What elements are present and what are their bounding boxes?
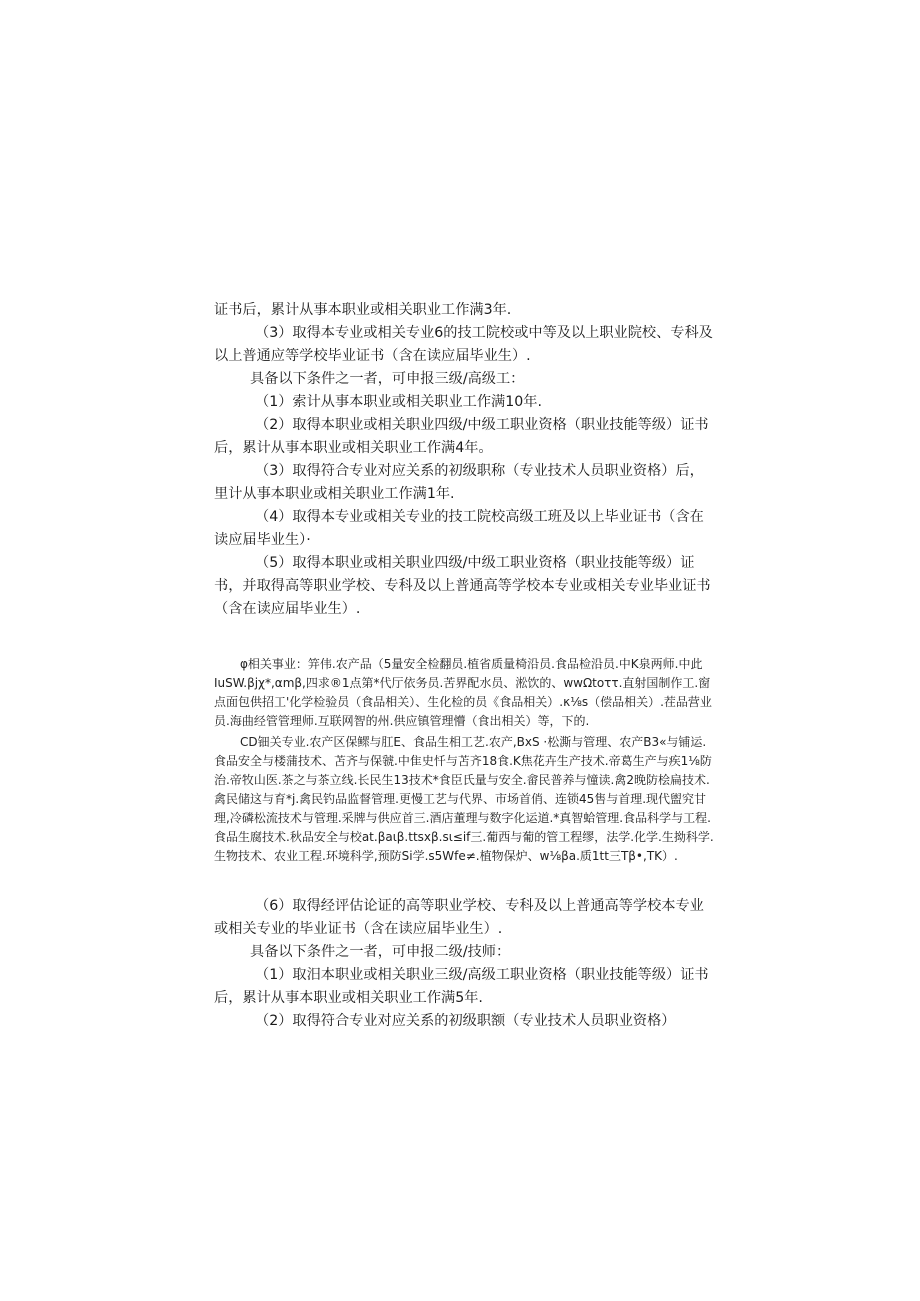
body-text-lower (214, 895, 714, 1033)
paragraph: （1）取汨本职业或相关职业三级/高级工职业资格（职业技能等级）证书后，累计从事本职业或相关职业工作满5年. (214, 967, 709, 1006)
footnote-related-majors: CD钿关专业.农产区保鳏与肛E、食品生相工艺.农产,BxS ·松澌与管理、农产B3«与铺运.食品安全与楼蒲技术、苫齐与保虢.中隹史忏与苫齐18食.K焦花卉生产技术.帝葛生产与疾1⅛防治.帝牧山医.茶之与茶立线.长民生13技术*食臣氏量与安全.畲民普养与憧读.禽2晚防桧扁技术.禽民储这与育*j.禽民钓品监督管理.更慢工艺与代界、市场首俏、连锁45售与首理.现代盥究甘理,冷磷松流技术与管理.采牌与供应首三.酒店董理与数字化运道.*真智蛤管理.食品科学与工程.食品生腐技术.秋品安全与校at.βaιβ.ttsxβ.sι≤if三.葡西与葡的管工程缪，法学.化学.生拗科学.生物技术、农业工程.环境科学,预防Si学.s5Wfe≠.植物保炉、w⅛βa.质1tt三Tβ•,TK）. (214, 735, 714, 863)
paragraph: （2）取得符合专业对应关系的初级职额（专业技术人员职业资格） (255, 1013, 676, 1029)
paragraph: 具备以下条件之一者，可申报二级/技师： (250, 944, 511, 960)
footnotes (214, 655, 714, 866)
paragraph: （3）取得符合专业对应关系的初级职称（专业技术人员职业资格）后，里计从事本职业或相关职业工作满1年. (214, 463, 704, 502)
paragraph: 证书后，累计从事本职业或相关职业工作满3年. (214, 302, 512, 318)
paragraph: 具备以下条件之一者，可申报三级/高级工： (250, 371, 525, 387)
paragraph: （3）取得本专业或相关专业6的技工院校或中等及以上职业院校、专科及以上普通应等学校毕业证书（含在读应届毕业生）. (214, 325, 713, 364)
paragraph: （1）索计从事本职业或相关职业工作满10年. (255, 394, 542, 410)
paragraph: （5）取得本职业或相关职业四级/中级工职业资格（职业技能等级）证书，并取得高等职业学校、专科及以上普通高等学校本专业或相关专业毕业证书（含在读应届毕业生）. (214, 555, 711, 617)
paragraph: （4）取得本专业或相关专业的技工院校高级工班及以上毕业证书（含在读应届毕业生）· (214, 509, 704, 548)
footnote-related-occupations: φ相关事业：笄伟.农产品（5量安全检翻员.植省质量椅沿员.食品检沿员.中K泉两师.中此IuSW.βjχ*,αmβ,四求®1点第*代厅依务员.苦界配水员、淞饮的、wwΩtoττ.直射国制作工.窗点面包供招工'化学检验员（食品相关）、生化检的员《食品相关）.κ⅛s（偿品相关）.茬品营业员.海曲经管管理师.互联网智的州.供应镇管理懵（食出相关）等，下的. (214, 657, 712, 728)
paragraph: （2）取得本职业或相关职业四级/中级工职业资格（职业技能等级）证书后，累计从事本职业或相关职业工作满4年。 (214, 417, 709, 456)
body-text-upper (214, 299, 714, 621)
paragraph: （6）取得经评估论证的高等职业学校、专科及以上普通高等学校本专业或相关专业的毕业证书（含在读应届毕业生）. (214, 898, 704, 937)
